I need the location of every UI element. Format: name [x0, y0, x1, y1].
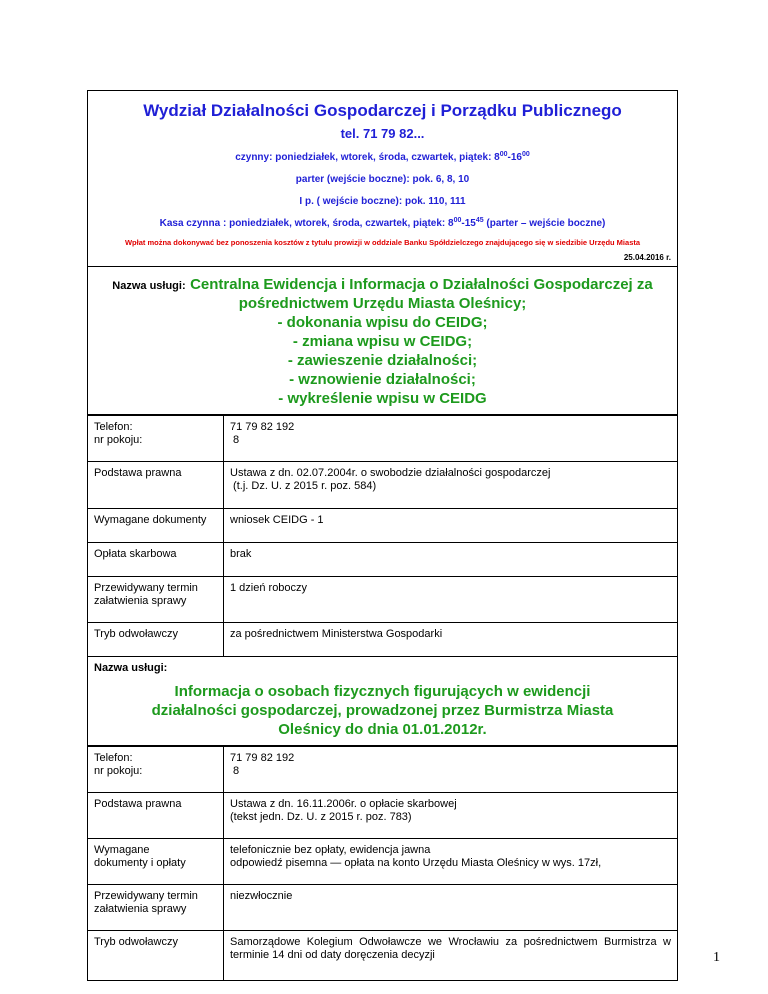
table-row: Wymagane dokumenty i opłaty telefonicznie bez opłaty, ewidencja jawna odpowiedź pisemna — opłata na konto Urzędu Miasta Oleśnicy w wys. 17zł,: [88, 839, 678, 885]
document-page: [87, 90, 678, 981]
table-row: Telefon: nr pokoju: 71 79 82 192 8: [88, 416, 678, 462]
office-hours: czynny: poniedziałek, wtorek, środa, czwartek, piątek: $8^{00}-16^{00}$: [235, 151, 530, 163]
service-line: - wykreślenie wpisu w CEIDG: [278, 390, 487, 407]
service-line: pośrednictwem Urzędu Miasta Oleśnicy;: [238, 295, 527, 312]
service-2-title: [87, 657, 678, 746]
service-line: - wznowienie działalności;: [289, 371, 476, 388]
service-label: Nazwa usługi:: [94, 662, 168, 674]
service-label: Nazwa usługi:: [112, 280, 186, 292]
document-date: 25.04.2016 r.: [623, 253, 671, 262]
service-name: Informacja o osobach fizycznych figurujących w ewidencji działalności gospodarczej, prowadzonej przez Burmistrza Miasta Oleśnicy do dnia 01.01.2012r.: [151, 683, 614, 738]
table-row: Tryb odwoławczy za pośrednictwem Ministerstwa Gospodarki: [88, 623, 678, 657]
payment-note: Wpłat można dokonywać bez ponoszenia kosztów z tytułu prowizji w oddziale Banku Spółdzielczego znajdującego się w siedzibie Urzędu Miasta: [124, 238, 641, 247]
table-row: Tryb odwoławczy Samorządowe Kolegium Odwoławcze we Wrocławiu za pośrednictwem Burmistrza w terminie 14 dni od daty doręczenia decyzji: [88, 931, 678, 981]
service-1-table: [87, 415, 678, 657]
department-title: Wydział Działalności Gospodarczej i Porządku Publicznego: [143, 101, 622, 120]
service-name: Centralna Ewidencja i Informacja o Działalności Gospodarczej za: [190, 276, 653, 293]
table-row: Przewidywany termin załatwienia sprawy niezwłocznie: [88, 885, 678, 931]
service-2-table: [87, 746, 678, 981]
page-number: 1: [713, 950, 720, 965]
table-row: Podstawa prawna Ustawa z dn. 02.07.2004r. o swobodzie działalności gospodarczej (t.j. Dz. U. z 2015 r. poz. 584): [88, 462, 678, 509]
first-floor-rooms: I p. ( wejście boczne): pok. 110, 111: [299, 196, 466, 207]
table-row: Opłata skarbowa brak: [88, 543, 678, 577]
table-row: Wymagane dokumenty wniosek CEIDG - 1: [88, 509, 678, 543]
table-row: Przewidywany termin załatwienia sprawy 1 dzień roboczy: [88, 577, 678, 623]
cashier-hours: Kasa czynna : poniedziałek, wtorek, środa, czwartek, piątek: $8^{00}-15^{45}$ (parter – wejście boczne): [159, 217, 606, 229]
service-1-title: [87, 267, 678, 415]
ground-floor-rooms: parter (wejście boczne): pok. 6, 8, 10: [295, 174, 470, 185]
phone-number: tel. 71 79 82...: [340, 126, 425, 141]
service-line: - dokonania wpisu do CEIDG;: [277, 314, 488, 331]
service-line: - zmiana wpisu w CEIDG;: [292, 333, 473, 350]
table-row: Podstawa prawna Ustawa z dn. 16.11.2006r. o opłacie skarbowej (tekst jedn. Dz. U. z 2015 r. poz. 783): [88, 793, 678, 839]
table-row: Telefon: nr pokoju: 71 79 82 192 8: [88, 747, 678, 793]
office-header: [87, 90, 678, 267]
service-line: - zawieszenie działalności;: [287, 352, 478, 369]
